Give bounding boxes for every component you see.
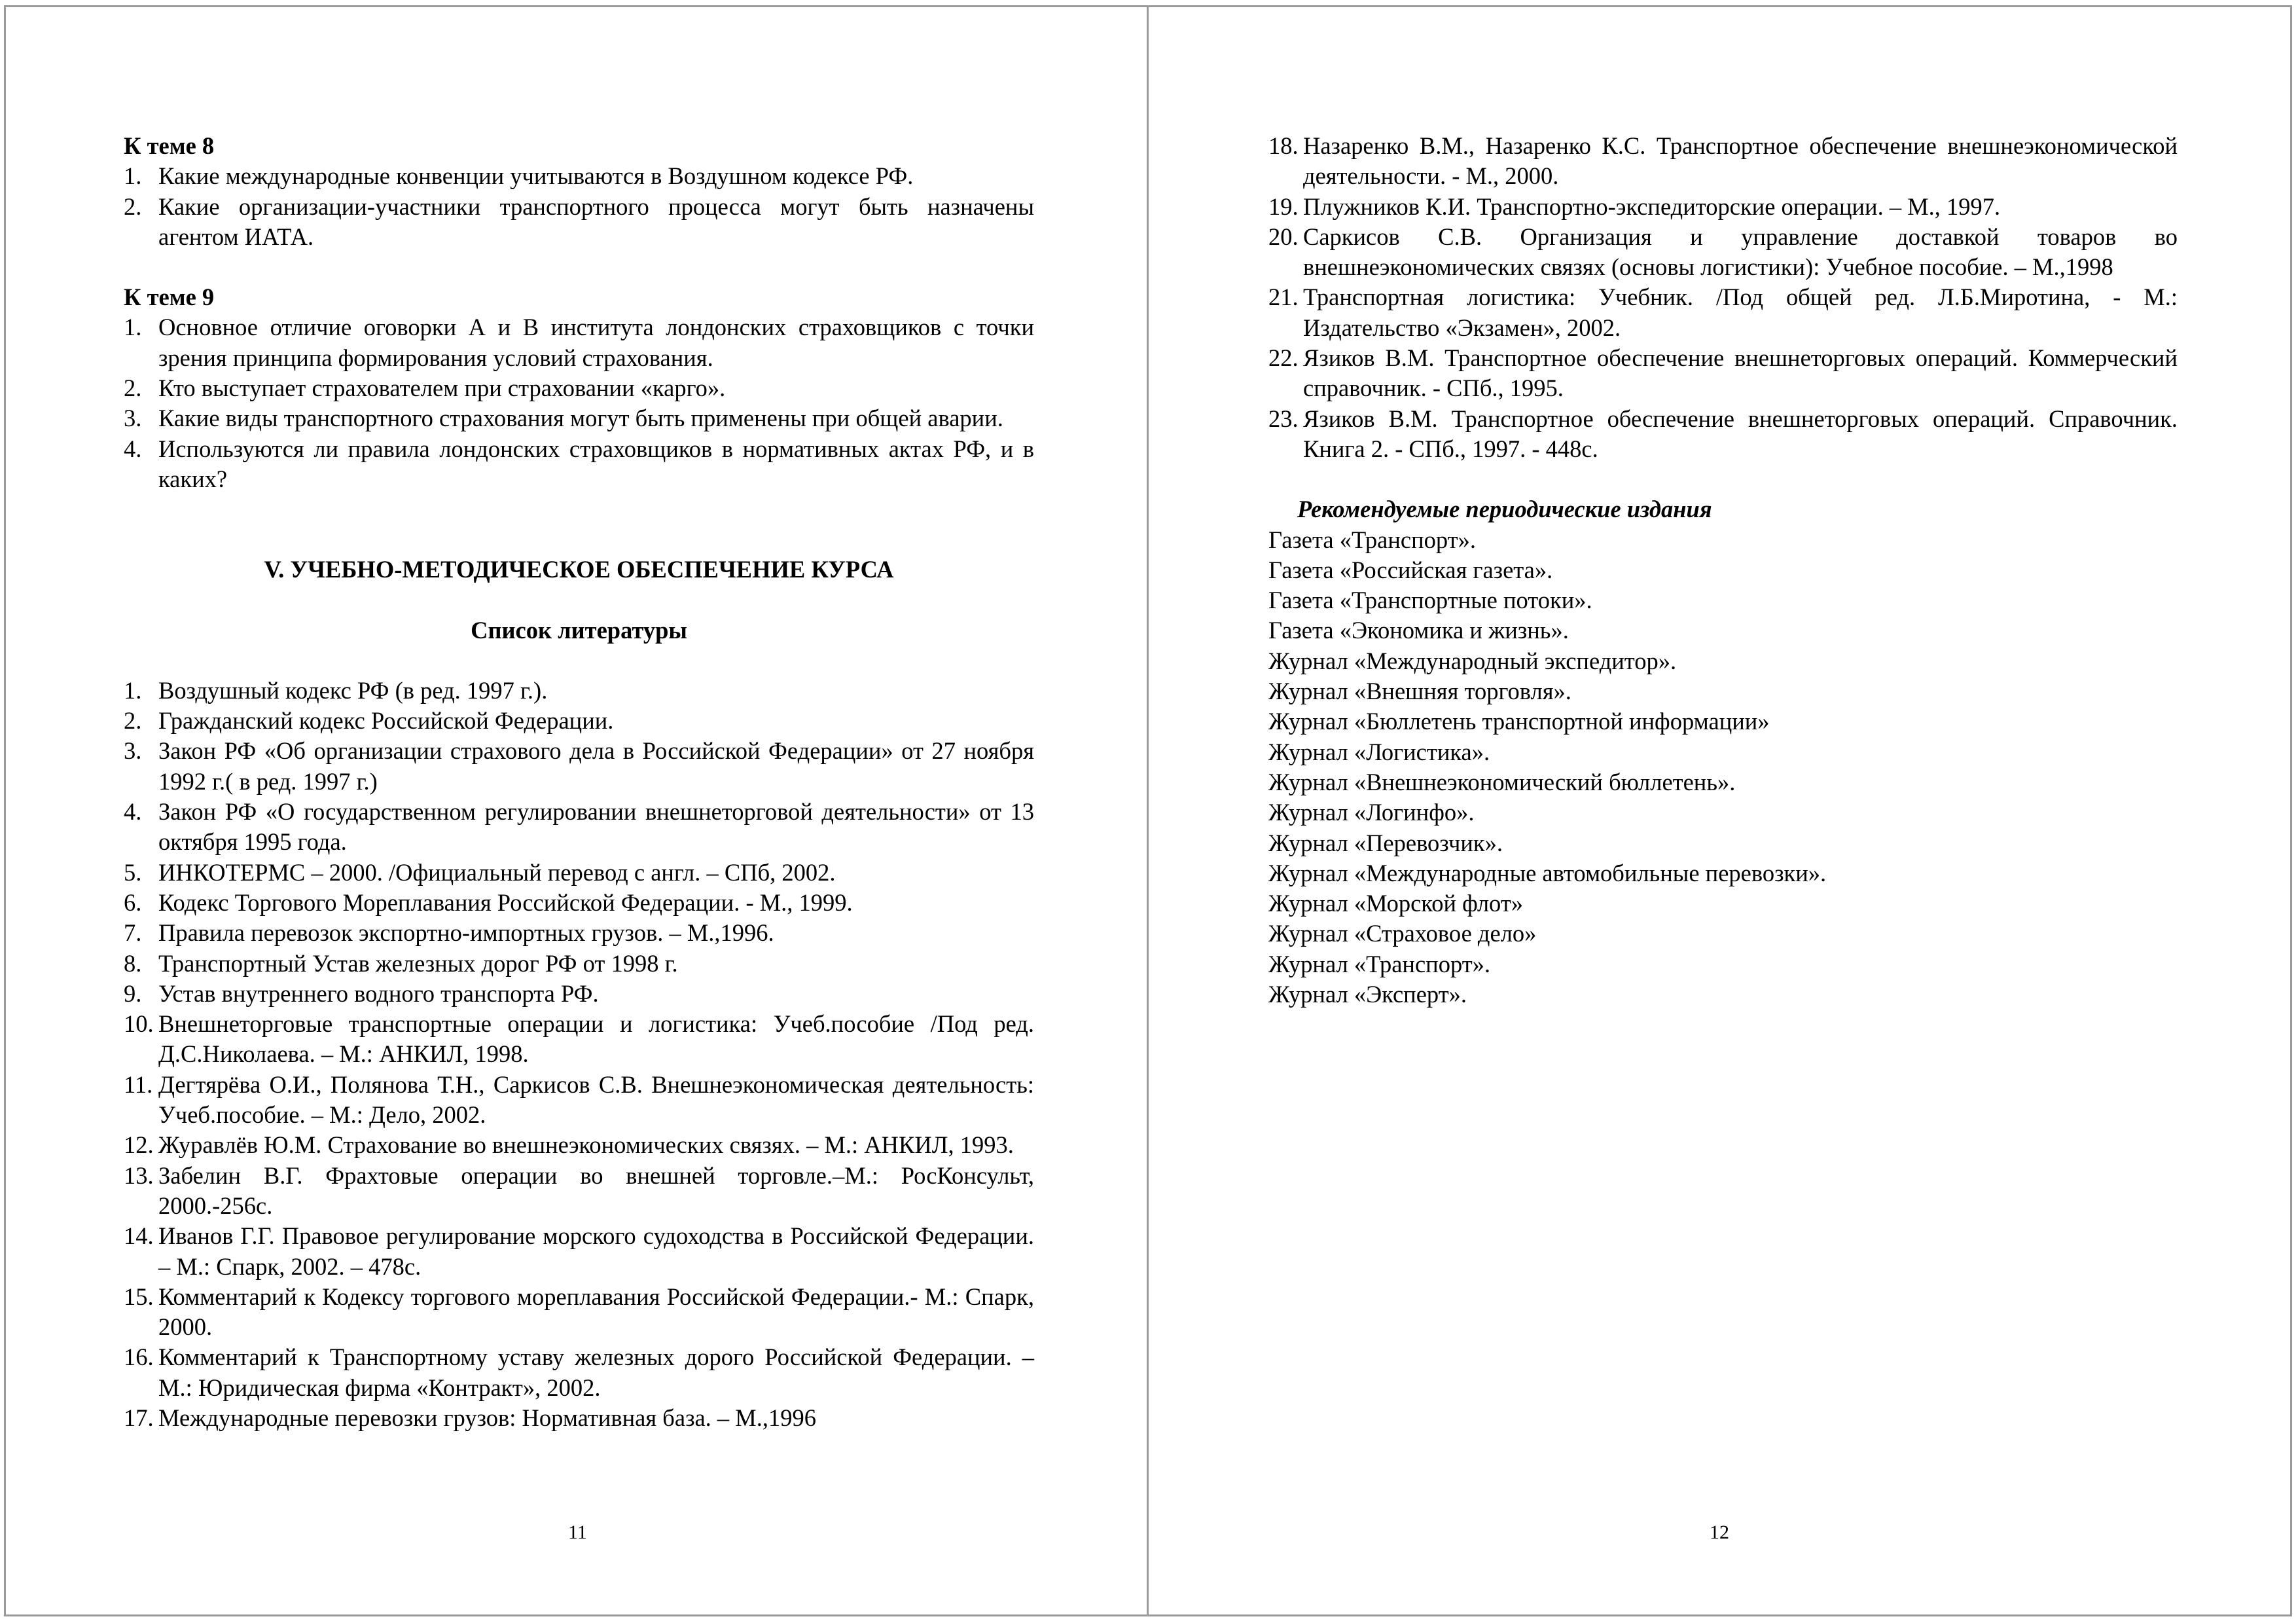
item-number: 18.: [1268, 132, 1299, 159]
item-text: Дегтярёва О.И., Полянова Т.Н., Саркисов С.В. Внешнеэкономическая деятельность: Учеб.пособие. – М.: Дело, 2002.: [158, 1070, 1034, 1129]
topic8-questions: [124, 161, 1034, 252]
list-item: [124, 161, 1034, 191]
item-number: 2.: [124, 707, 142, 735]
item-number: 16.: [124, 1343, 154, 1371]
item-number: 5.: [124, 858, 142, 886]
item-number: 6.: [124, 888, 142, 916]
list-item: [124, 1009, 1034, 1070]
item-number: 4.: [124, 798, 142, 826]
page-left: [4, 5, 1151, 1616]
periodicals-title: Рекомендуемые периодические издания: [1297, 496, 1712, 523]
item-text: Иванов Г.Г. Правовое регулирование морского судоходства в Российской Федерации. – М.: Спарк, 2002. – 478с.: [158, 1222, 1034, 1280]
item-text: Закон РФ «Об организации страхового дела в Российской Федерации» от 27 ноября 1992 г.( в ред. 1997 г.): [158, 737, 1034, 795]
list-item: [124, 1342, 1034, 1403]
left-page-content: [124, 131, 1034, 1433]
item-number: 2.: [124, 374, 142, 402]
page-right: [1147, 5, 2292, 1616]
literature-list-right: [1268, 131, 2178, 464]
list-item: Журнал «Перевозчик».: [1268, 829, 1503, 856]
list-item: [124, 736, 1034, 797]
list-item: [124, 403, 1034, 433]
list-item: Журнал «Международные автомобильные перевозки».: [1268, 859, 1827, 886]
list-item: [124, 1282, 1034, 1343]
item-text: Плужников К.И. Транспортно-экспедиторские операции. – М., 1997.: [1303, 192, 2001, 220]
item-number: 9.: [124, 979, 142, 1007]
item-number: 3.: [124, 737, 142, 765]
list-item: Газета «Транспорт».: [1268, 526, 1476, 553]
item-text: Транспортный Устав железных дорог РФ от 1998 г.: [158, 949, 678, 977]
list-item: Журнал «Эксперт».: [1268, 981, 1467, 1008]
list-item: Журнал «Морской флот»: [1268, 890, 1524, 917]
item-text: Комментарий к Кодексу торгового мореплавания Российской Федерации.- М.: Спарк, 2000.: [158, 1283, 1034, 1341]
item-text: Основное отличие оговорки А и В института лондонских страховщиков с точки зрения принципа формирования условий страхования.: [158, 314, 1034, 371]
list-item: [124, 1221, 1034, 1282]
list-item: [124, 979, 1034, 1009]
list-item: [124, 1070, 1034, 1131]
list-item: [124, 888, 1034, 918]
literature-title: Список литературы: [471, 616, 687, 644]
item-number: 13.: [124, 1161, 154, 1189]
list-item: [124, 797, 1034, 858]
list-item: Газета «Российская газета».: [1268, 556, 1553, 583]
list-item: [124, 434, 1034, 495]
item-number: 20.: [1268, 223, 1299, 250]
item-number: 1.: [124, 314, 142, 341]
list-item: [124, 1130, 1034, 1160]
list-item: [1268, 222, 2178, 283]
item-text: ИНКОТЕРМС – 2000. /Официальный перевод с англ. – СПб, 2002.: [158, 858, 836, 886]
item-number: 14.: [124, 1222, 154, 1250]
item-number: 1.: [124, 162, 142, 190]
list-item: Журнал «Внешняя торговля».: [1268, 678, 1571, 705]
item-number: 7.: [124, 919, 142, 947]
item-number: 19.: [1268, 192, 1299, 220]
list-item: [124, 192, 1034, 253]
item-number: 15.: [124, 1283, 154, 1310]
item-text: Внешнеторговые транспортные операции и логистика: Учеб.пособие /Под ред. Д.С.Николаева. – М.: АНКИЛ, 1998.: [158, 1010, 1034, 1068]
item-text: Кто выступает страхователем при страховании «карго».: [158, 374, 726, 402]
item-number: 4.: [124, 435, 142, 462]
item-text: Используются ли правила лондонских страховщиков в нормативных актах РФ, и в каких?: [158, 435, 1034, 492]
topic8-heading: К теме 8: [124, 132, 215, 159]
list-item: [124, 949, 1034, 979]
page-number-right: 12: [1710, 1522, 1729, 1543]
item-text: Какие организации-участники транспортного процесса могут быть назначены агентом ИАТА.: [158, 192, 1034, 250]
list-item: [1268, 404, 2178, 465]
list-item: Газета «Транспортные потоки».: [1268, 587, 1592, 614]
topic9-questions: [124, 312, 1034, 494]
list-item: [1268, 192, 2178, 222]
list-item: Журнал «Страховое дело»: [1268, 920, 1537, 947]
periodicals-list: [1268, 525, 2178, 1010]
item-number: 23.: [1268, 405, 1299, 432]
item-text: Кодекс Торгового Мореплавания Российской Федерации. - М., 1999.: [158, 888, 853, 916]
section-title: V. УЧЕБНО-МЕТОДИЧЕСКОЕ ОБЕСПЕЧЕНИЕ КУРСА: [264, 556, 894, 583]
item-number: 12.: [124, 1131, 154, 1159]
list-item: Журнал «Внешнеэкономический бюллетень».: [1268, 768, 1736, 795]
item-text: Журавлёв Ю.М. Страхование во внешнеэкономических связях. – М.: АНКИЛ, 1993.: [158, 1131, 1014, 1159]
item-text: Назаренко В.М., Назаренко К.С. Транспортное обеспечение внешнеэкономической деятельности. - М., 2000.: [1303, 132, 2178, 190]
item-number: 2.: [124, 192, 142, 220]
item-text: Устав внутреннего водного транспорта РФ.: [158, 979, 599, 1007]
item-text: Комментарий к Транспортному уставу железных дорого Российской Федерации. – М.: Юридическая фирма «Контракт», 2002.: [158, 1343, 1034, 1401]
list-item: [1268, 282, 2178, 343]
page-number-left: 11: [568, 1522, 587, 1543]
list-item: Журнал «Логинфо».: [1268, 799, 1475, 826]
list-item: [124, 373, 1034, 403]
item-text: Транспортная логистика: Учебник. /Под общей ред. Л.Б.Миротина, - М.: Издательство «Экзамен», 2002.: [1303, 283, 2178, 341]
item-text: Какие виды транспортного страхования могут быть применены при общей аварии.: [158, 405, 1003, 432]
literature-list-left: [124, 676, 1034, 1433]
item-text: Забелин В.Г. Фрахтовые операции во внешней торговле.–М.: РосКонсульт, 2000.-256с.: [158, 1161, 1034, 1219]
item-text: Саркисов С.В. Организация и управление доставкой товаров во внешнеэкономических связях (основы логистики): Учебное пособие. – М.,1998: [1303, 223, 2178, 281]
item-number: 10.: [124, 1010, 154, 1038]
list-item: Газета «Экономика и жизнь».: [1268, 617, 1569, 644]
item-text: Гражданский кодекс Российской Федерации.: [158, 707, 614, 735]
item-number: 11.: [124, 1070, 153, 1098]
item-text: Какие международные конвенции учитываются в Воздушном кодексе РФ.: [158, 162, 914, 190]
item-text: Закон РФ «О государственном регулировании внешнеторговой деятельности» от 13 октября 1995 года.: [158, 798, 1034, 856]
list-item: [124, 676, 1034, 706]
list-item: Журнал «Бюллетень транспортной информации»: [1268, 708, 1770, 735]
list-item: [124, 1161, 1034, 1222]
item-number: 17.: [124, 1404, 154, 1431]
item-text: Международные перевозки грузов: Нормативная база. – М.,1996: [158, 1404, 817, 1431]
item-number: 22.: [1268, 344, 1299, 372]
list-item: [1268, 131, 2178, 192]
right-page-content: [1268, 131, 2178, 1010]
list-item: [124, 918, 1034, 948]
list-item: [1268, 343, 2178, 404]
item-number: 3.: [124, 405, 142, 432]
item-text: Язиков В.М. Транспортное обеспечение внешнеторговых операций. Коммерческий справочник. - СПб., 1995.: [1303, 344, 2178, 402]
item-text: Правила перевозок экспортно-импортных грузов. – М.,1996.: [158, 919, 774, 947]
list-item: [124, 858, 1034, 888]
list-item: Журнал «Транспорт».: [1268, 950, 1491, 977]
item-number: 8.: [124, 949, 142, 977]
list-item: Журнал «Логистика».: [1268, 738, 1490, 765]
item-text: Язиков В.М. Транспортное обеспечение внешнеторговых операций. Справочник. Книга 2. - СПб., 1997. - 448с.: [1303, 405, 2178, 462]
list-item: [124, 312, 1034, 373]
item-text: Воздушный кодекс РФ (в ред. 1997 г.).: [158, 676, 548, 704]
list-item: Журнал «Международный экспедитор».: [1268, 647, 1677, 674]
topic9-heading: К теме 9: [124, 283, 215, 311]
item-number: 1.: [124, 676, 142, 704]
list-item: [124, 706, 1034, 736]
item-number: 21.: [1268, 283, 1299, 311]
list-item: [124, 1403, 1034, 1433]
